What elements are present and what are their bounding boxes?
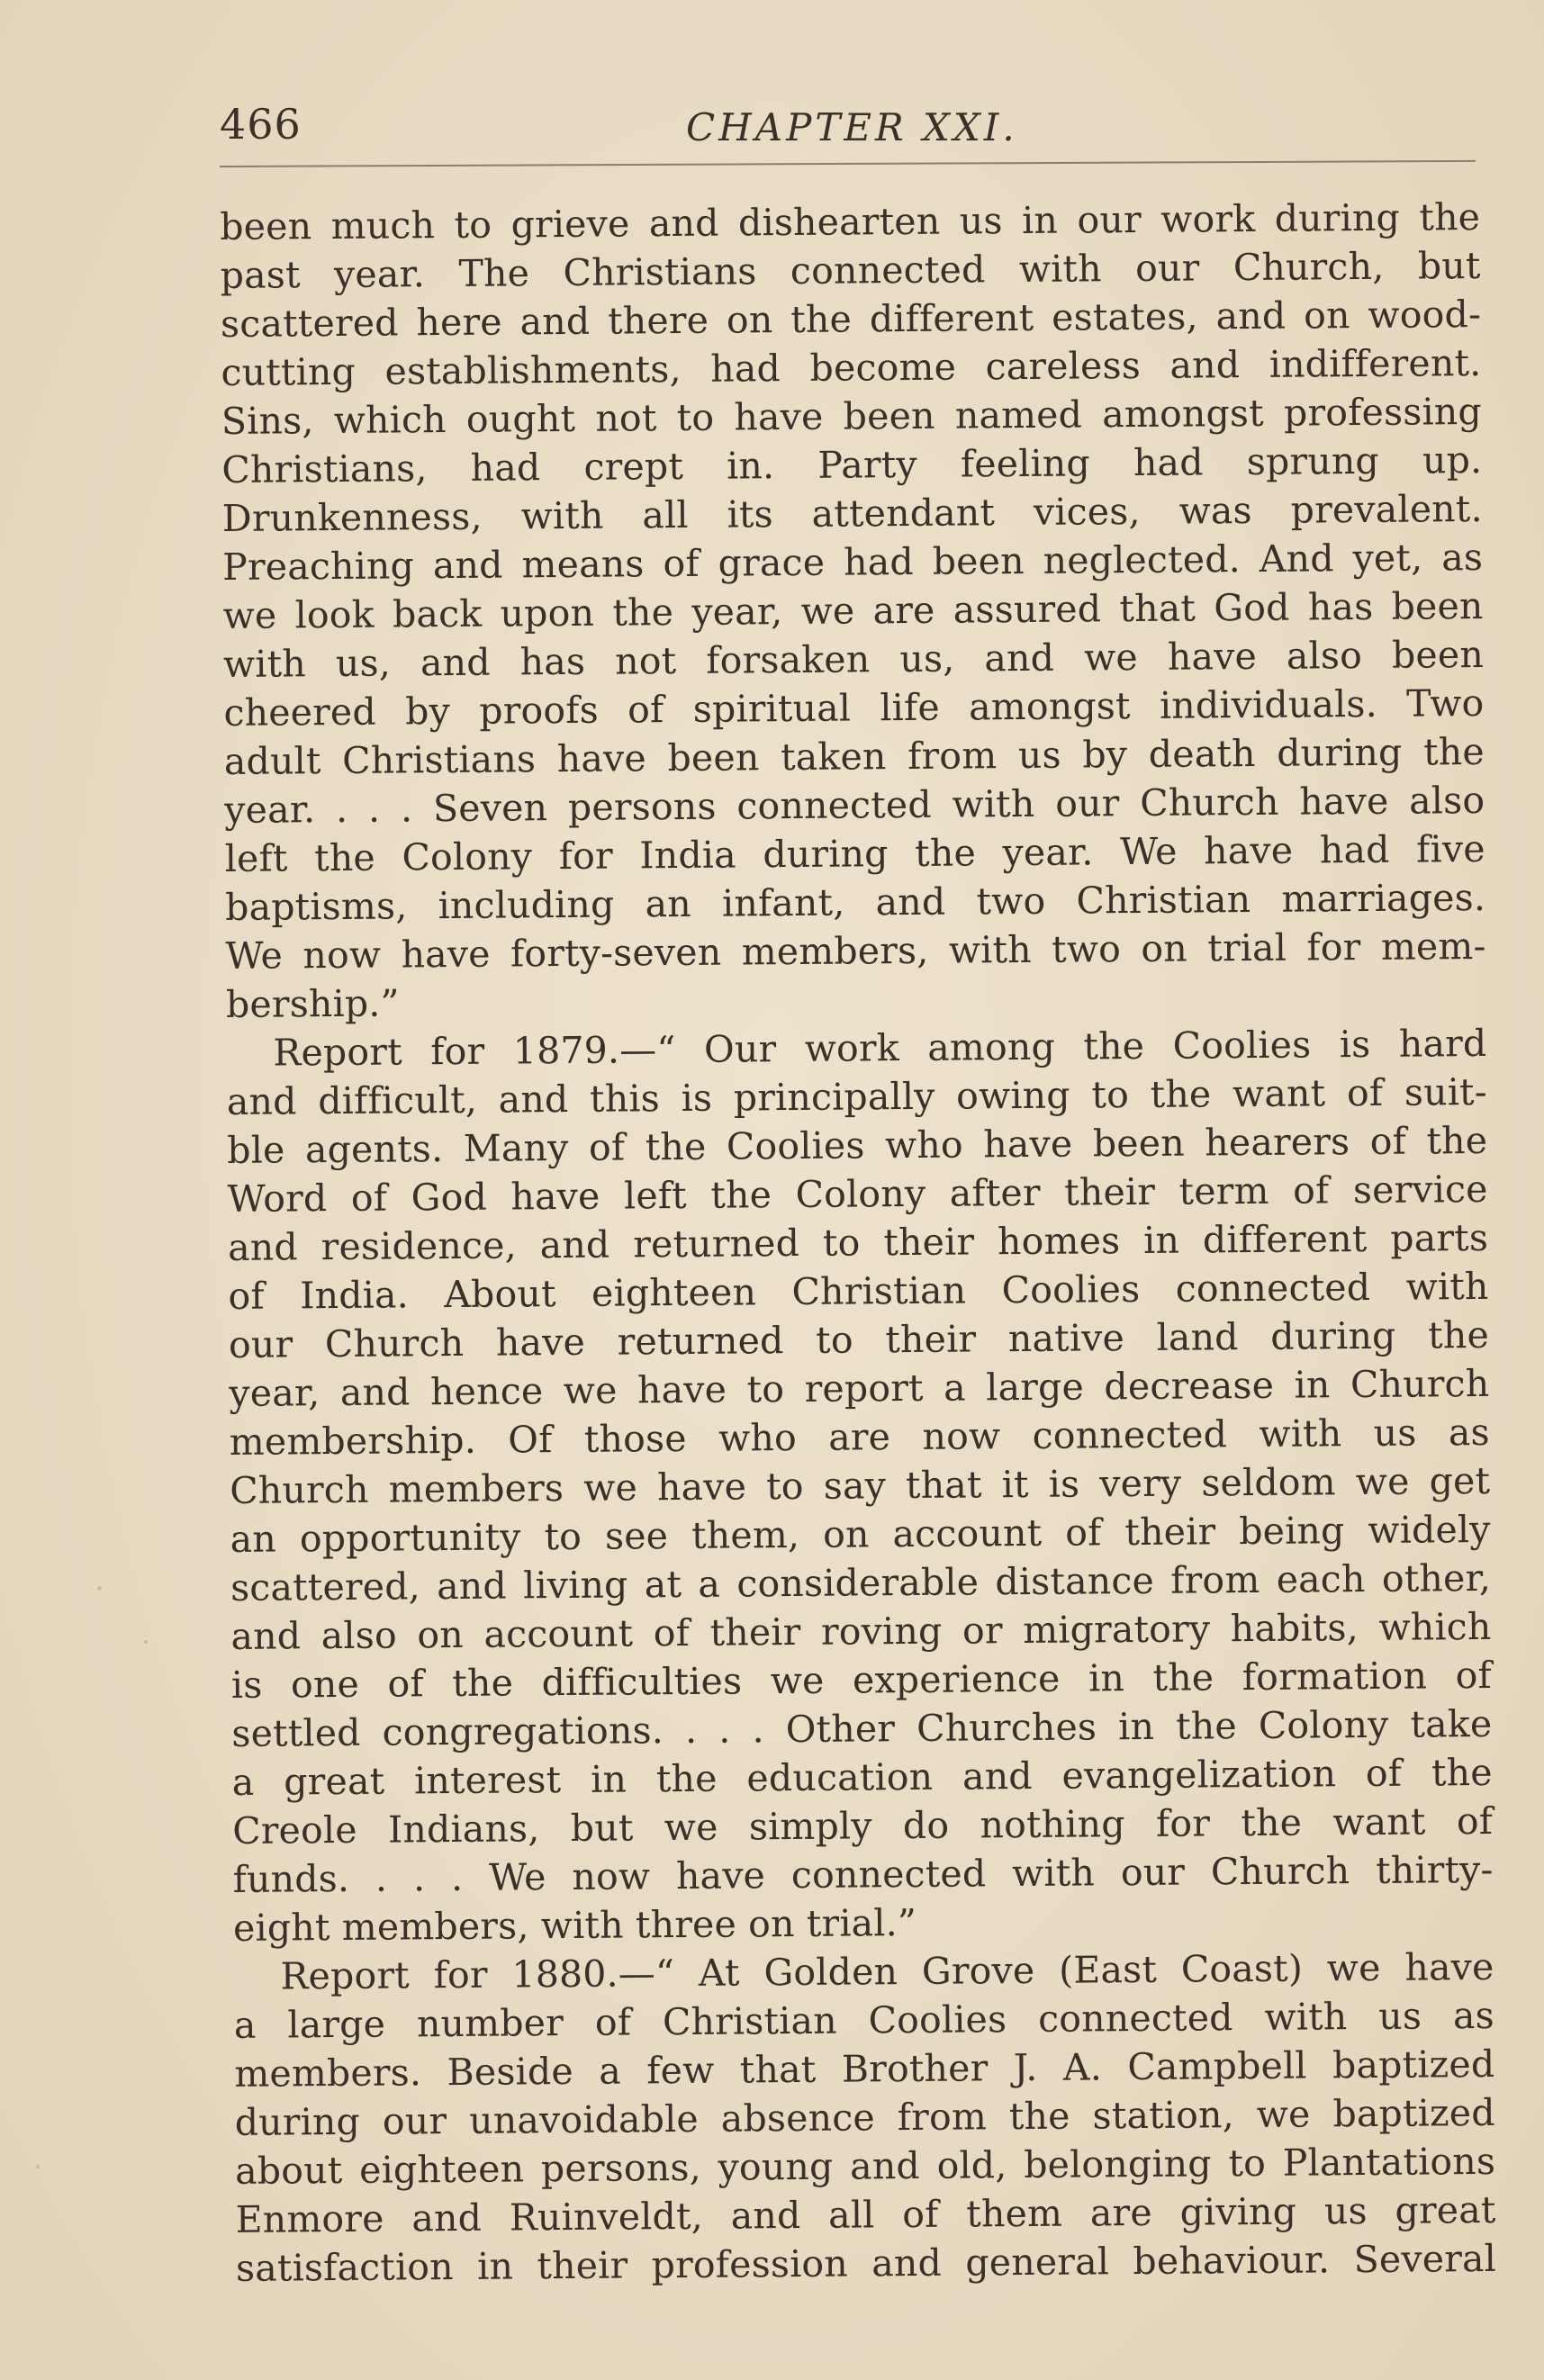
text-line: during our unavoidable absence from the station, we baptized [234,2090,1495,2144]
text-line: past year. The Christians connected with our Church, but [220,244,1481,297]
text-line: scattered here and there on the different estates, and on wood- [220,293,1482,346]
text-line: We now have forty-seven members, with two on trial for mem- [225,924,1486,978]
text-line: members. Beside a few that Brother J. A. Campbell baptized [234,2042,1495,2096]
text-line: cutting establishments, had become careless and indifferent. [221,340,1482,394]
text-line: Sins, which ought not to have been named amongst professing [221,389,1483,443]
text-line: Church members we have to say that it is very seldom we get [230,1458,1491,1512]
text-line: left the Colony for India during the year. We have had five [224,826,1485,880]
paper-speck [36,2165,40,2168]
text-line: and difficult, and this is principally owing to the want of suit- [226,1069,1487,1123]
text-line: Creole Indians, but we simply do nothing for the want of [232,1799,1494,1853]
text-line: Preaching and means of grace had been neglected. And yet, as [221,535,1484,589]
text-line: a large number of Christian Coolies connected with us as [233,1993,1495,2047]
text-line: scattered, and living at a considerable distance from each other, [230,1555,1492,1609]
text-line: Drunkenness, with all its attendant vices, was prevalent. [221,486,1483,540]
running-head: CHAPTER XXI. [686,105,1018,149]
text-line: with us, and has not forsaken us, and we have also been [222,632,1485,686]
text-line: Enmore and Ruinveldt, and all of them are giving us great [235,2187,1496,2241]
text-line: been much to grieve and dishearten us in our work during the [220,195,1481,248]
text-line: cheered by proofs of spiritual life amongst individuals. Two [223,681,1485,735]
paper-speck [97,1586,102,1591]
page-number: 466 [220,100,302,149]
text-line: bership.” [225,981,400,1026]
header-rule [220,160,1476,167]
text-line: adult Christians have been taken from us by death during the [223,729,1485,783]
paragraph-start-line: Report for 1880.—“ At Golden Grove (East Coast) we have [280,1944,1494,1998]
text-line: year, and hence we have to report a large decrease in Church [229,1361,1490,1415]
paragraph-start-line: Report for 1879.—“ Our work among the Coolies is hard [273,1021,1487,1075]
text-line: a great interest in the education and evangelization of the [231,1750,1493,1804]
text-line: is one of the difficulties we experience in the formation of [230,1653,1493,1707]
text-line: Christians, had crept in. Party feeling had sprung up. [221,437,1483,491]
text-line: we look back upon the year, we are assured that God has been [222,583,1484,637]
paper-speck [144,1640,148,1644]
text-line: ble agents. Many of the Coolies who have been hearers of the [227,1118,1488,1172]
body-text [220,193,1496,2293]
text-line: funds. . . . We now have connected with our Church thirty- [232,1847,1494,1901]
text-line: and also on account of their roving or migratory habits, which [230,1604,1492,1658]
text-line: of India. About eighteen Christian Coolies connected with [228,1264,1489,1318]
page-header [220,97,1480,151]
text-line: satisfaction in their profession and general behaviour. Several [235,2236,1497,2290]
text-line: Word of God have left the Colony after their term of service [227,1167,1488,1221]
text-line: year. . . . Seven persons connected with our Church have also [224,778,1485,832]
text-line: baptisms, including an infant, and two Christian marriages. [224,875,1486,929]
text-line: an opportunity to see them, on account of their being widely [230,1507,1491,1561]
text-line: and residence, and returned to their homes in different parts [227,1215,1489,1269]
text-line: about eighteen persons, young and old, belonging to Plantations [234,2139,1496,2193]
text-line: our Church have returned to their native land during the [228,1312,1490,1366]
text-line: eight members, with three on trial.” [232,1900,917,1950]
text-line: membership. Of those who are now connected with us as [229,1410,1490,1464]
text-line: settled congregations. . . . Other Churches in the Colony take [231,1701,1493,1755]
